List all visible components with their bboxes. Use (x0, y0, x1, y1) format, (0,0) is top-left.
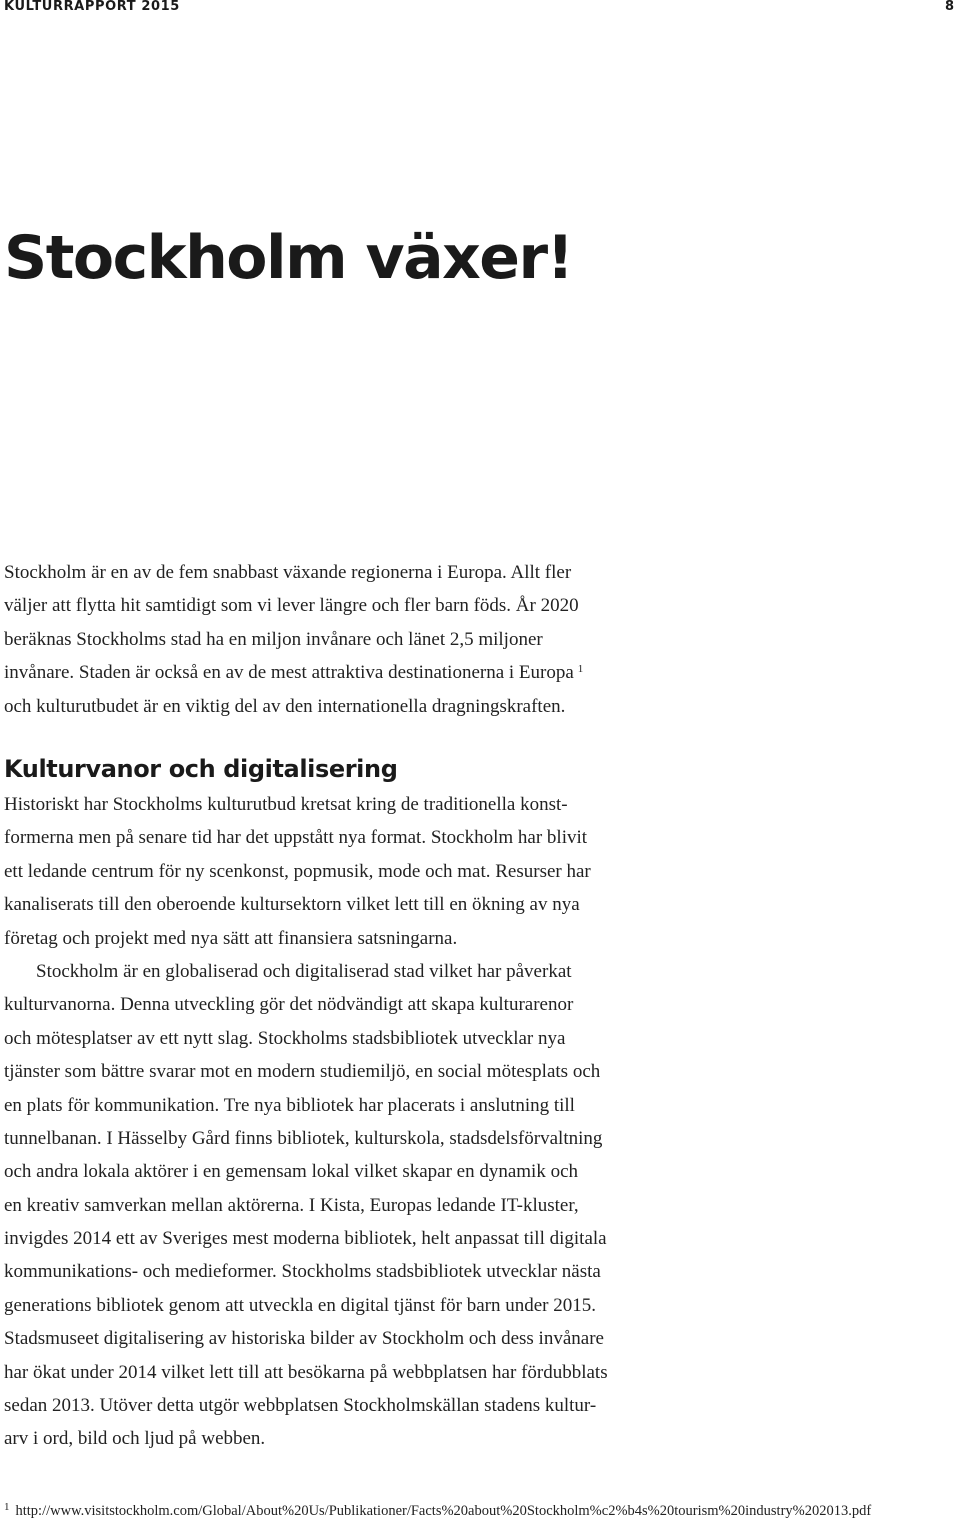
footnote-url[interactable]: http://www.visitstockholm.com/Global/About%20Us/Publikationer/Facts%20about%20Stockholm%c2%b4s%20tourism%20industry%202013.pdf (15, 1503, 872, 1519)
paragraph-line: har ökat under 2014 vilket lett till att besökarna på webbplatsen har fördubblats (4, 1361, 608, 1383)
page-number: 8 (944, 0, 954, 14)
paragraph-line: formerna men på senare tid har det uppstått nya format. Stockholm har blivit (4, 827, 588, 849)
paragraph-line: generations bibliotek genom att utveckla en digital tjänst för barn under 2015. (4, 1294, 597, 1316)
paragraph-line: sedan 2013. Utöver detta utgör webbplatsen Stockholmskällan stadens kultur- (4, 1395, 597, 1417)
paragraph-line: Historiskt har Stockholms kulturutbud kretsat kring de traditionella konst- (4, 794, 568, 815)
intro-line: och kulturutbudet är en viktig del av den internationella dragningskraften. (4, 695, 566, 717)
intro-line: invånare. Staden är också en av de mest attraktiva destinationerna i Europa (4, 662, 574, 684)
paragraph-line: Stockholm är en globaliserad och digitaliserad stad vilket har påverkat (36, 960, 572, 982)
paragraph-line: arv i ord, bild och ljud på webben. (4, 1428, 266, 1450)
paragraph-line: ett ledande centrum för ny scenkonst, popmusik, mode och mat. Resurser har (4, 860, 591, 882)
paragraph-line: tunnelbanan. I Hässelby Gård finns bibliotek, kulturskola, stadsdelsförvaltning (4, 1127, 603, 1149)
intro-line-with-footnote (4, 656, 954, 689)
footnote-reference[interactable]: 1 (577, 663, 584, 676)
footnote (4, 1498, 871, 1520)
intro-line: väljer att flytta hit samtidigt som vi lever längre och fler barn föds. År 2020 (4, 595, 579, 617)
paragraph-line: kulturvanorna. Denna utveckling gör det nödvändigt att skapa kulturarenor (4, 994, 574, 1016)
paragraph-line: en plats för kommunikation. Tre nya bibliotek har placerats i anslutning till (4, 1094, 575, 1116)
intro-line: beräknas Stockholms stad ha en miljon invånare och länet 2,5 miljoner (4, 628, 543, 650)
paragraph-line: invigdes 2014 ett av Sveriges mest moderna bibliotek, helt anpassat till digitala (4, 1228, 607, 1250)
paragraph-line: och mötesplatser av ett nytt slag. Stockholms stadsbibliotek utvecklar nya (4, 1027, 566, 1049)
paragraph-line: företag och projekt med nya sätt att finansiera satsningarna. (4, 927, 458, 949)
intro-line: Stockholm är en av de fem snabbast växande regionerna i Europa. Allt fler (4, 562, 572, 583)
paragraph-line: en kreativ samverkan mellan aktörerna. I Kista, Europas ledande IT-kluster, (4, 1194, 579, 1216)
paragraph-line: Stadsmuseet digitalisering av historiska bilder av Stockholm och dess invånare (4, 1328, 604, 1350)
section-heading: Kulturvanor och digitalisering (4, 755, 398, 783)
paragraph-line: och andra lokala aktörer i en gemensam lokal vilket skapar en dynamik och (4, 1161, 579, 1183)
paragraph-line: kanaliserats till den oberoende kultursektorn vilket lett till en ökning av nya (4, 894, 580, 916)
paragraph-line: tjänster som bättre svarar mot en modern studiemiljö, en social mötesplats och (4, 1061, 601, 1083)
body-text (4, 788, 954, 1456)
paragraph-line: kommunikations- och medieformer. Stockholms stadsbibliotek utvecklar nästa (4, 1261, 601, 1283)
running-header-title: KULTURRAPPORT 2015 (4, 0, 180, 14)
page-title: Stockholm växer! (4, 223, 573, 293)
footnote-number: 1 (4, 1501, 10, 1513)
intro-paragraph (4, 556, 954, 723)
